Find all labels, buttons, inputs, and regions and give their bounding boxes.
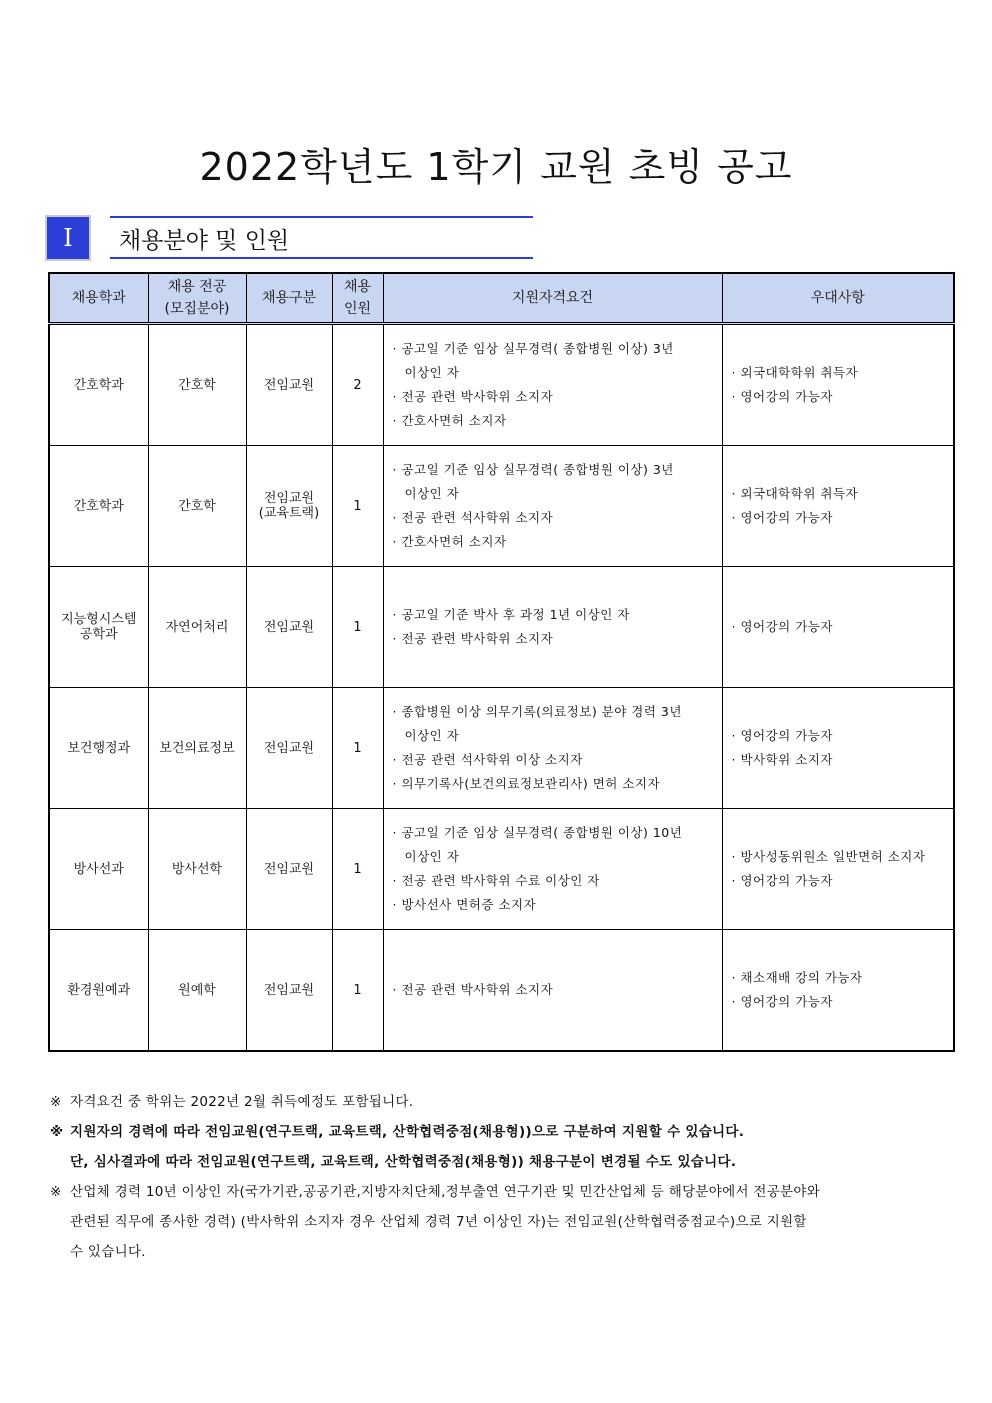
- note-text: 자격요건 중 학위는 2022년 2월 취득예정도 포함됩니다.: [70, 1094, 414, 1110]
- requirement-item: · 전공 관련 석사학위 이상 소지자: [392, 752, 583, 767]
- cell-dept: 간호학과: [49, 446, 148, 567]
- requirement-item: · 방사선사 면허증 소지자: [392, 897, 537, 912]
- cell-count: 1: [332, 688, 383, 809]
- cell-preference: [722, 567, 954, 688]
- cell-major: 간호학: [148, 446, 246, 567]
- cell-count: 1: [332, 930, 383, 1052]
- cell-count: 2: [332, 324, 383, 446]
- preference-item: · 영어강의 가능자: [731, 510, 833, 525]
- cell-type-line2: (교육트랙): [258, 506, 320, 521]
- cell-type-line1: 전임교원: [263, 491, 315, 506]
- cell-requirements: [383, 446, 722, 567]
- cell-count: 1: [332, 446, 383, 567]
- table-row: [49, 809, 954, 930]
- table-row: [49, 324, 954, 446]
- requirement-item: · 전공 관련 박사학위 소지자: [392, 982, 554, 997]
- header-major-line2: (모집분야): [164, 301, 230, 317]
- note-text: 지원자의 경력에 따라 전임교원(연구트랙, 교육트랙, 산학협력중점(채용형))으로 구분하여 지원할 수 있습니다.: [70, 1124, 745, 1140]
- requirement-item: · 간호사면허 소지자: [392, 534, 507, 549]
- requirement-item: · 공고일 기준 임상 실무경력( 종합병원 이상) 10년: [392, 825, 683, 840]
- requirement-item: · 전공 관련 박사학위 소지자: [392, 631, 554, 646]
- cell-dept: [49, 567, 148, 688]
- requirement-item: 이상인 자: [404, 365, 460, 380]
- cell-type: 전임교원: [246, 324, 332, 446]
- cell-requirements: [383, 324, 722, 446]
- cell-major: 보건의료정보: [148, 688, 246, 809]
- section-number-badge: Ⅰ: [45, 215, 91, 261]
- requirement-item: · 간호사면허 소지자: [392, 413, 507, 428]
- requirement-item: · 전공 관련 석사학위 소지자: [392, 510, 554, 525]
- cell-count: 1: [332, 809, 383, 930]
- note-text: 단, 심사결과에 따라 전임교원(연구트랙, 교육트랙, 산학협력중점(채용형)) 채용구분이 변경될 수도 있습니다.: [70, 1154, 737, 1170]
- recruitment-table: [48, 272, 955, 1052]
- cell-count: 1: [332, 567, 383, 688]
- requirement-item: · 종합병원 이상 의무기록(의료정보) 분야 경력 3년: [392, 704, 682, 719]
- cell-requirements: [383, 567, 722, 688]
- header-major: [148, 273, 246, 324]
- header-requirements: 지원자격요건: [383, 273, 722, 324]
- preference-item: · 외국대학학위 취득자: [731, 365, 859, 380]
- cell-requirements: [383, 688, 722, 809]
- cell-dept: 간호학과: [49, 324, 148, 446]
- requirement-item: 이상인 자: [404, 486, 460, 501]
- preference-item: · 영어강의 가능자: [731, 873, 833, 888]
- cell-requirements: [383, 930, 722, 1052]
- cell-preference: [722, 446, 954, 567]
- cell-major: 자연어처리: [148, 567, 246, 688]
- header-major-line1: 채용 전공: [167, 279, 227, 295]
- cell-dept-line2: 공학과: [79, 627, 118, 642]
- cell-major: 간호학: [148, 324, 246, 446]
- header-count-line2: 인원: [343, 301, 372, 317]
- cell-preference: [722, 930, 954, 1052]
- preference-item: · 영어강의 가능자: [731, 619, 833, 634]
- cell-dept: 보건행정과: [49, 688, 148, 809]
- section-rule-bottom: [110, 257, 533, 259]
- header-preference: 우대사항: [722, 273, 954, 324]
- reference-mark: ※: [50, 1094, 62, 1110]
- note-text: 산업체 경력 10년 이상인 자(국가기관,공공기관,지방자치단체,정부출연 연구기관 및 민간산업체 등 해당분야에서 전공분야와: [70, 1184, 821, 1200]
- cell-type: 전임교원: [246, 688, 332, 809]
- preference-item: · 채소재배 강의 가능자: [731, 970, 863, 985]
- note-text: 수 있습니다.: [70, 1244, 146, 1260]
- cell-type: 전임교원: [246, 567, 332, 688]
- cell-dept: 방사선과: [49, 809, 148, 930]
- preference-item: · 외국대학학위 취득자: [731, 486, 859, 501]
- cell-preference: [722, 688, 954, 809]
- note-industry: [50, 1177, 950, 1267]
- cell-dept: 환경원예과: [49, 930, 148, 1052]
- table-row: [49, 446, 954, 567]
- note-track: [50, 1117, 950, 1177]
- header-dept: 채용학과: [49, 273, 148, 324]
- requirement-item: · 의무기록사(보건의료정보관리사) 면허 소지자: [392, 776, 661, 791]
- table-row: [49, 567, 954, 688]
- requirement-item: · 공고일 기준 임상 실무경력( 종합병원 이상) 3년: [392, 462, 674, 477]
- requirement-item: 이상인 자: [404, 728, 460, 743]
- section-title: 채용분야 및 인원: [119, 228, 290, 254]
- preference-item: · 방사성동위원소 일반면허 소지자: [731, 849, 926, 864]
- section-rule-top: [110, 216, 533, 218]
- cell-preference: [722, 324, 954, 446]
- header-count: [332, 273, 383, 324]
- requirement-item: 이상인 자: [404, 849, 460, 864]
- preference-item: · 영어강의 가능자: [731, 728, 833, 743]
- reference-mark: ※: [50, 1184, 62, 1200]
- requirement-item: · 공고일 기준 임상 실무경력( 종합병원 이상) 3년: [392, 341, 674, 356]
- preference-item: · 영어강의 가능자: [731, 389, 833, 404]
- table-row: [49, 688, 954, 809]
- cell-type: 전임교원: [246, 809, 332, 930]
- cell-type: 전임교원: [246, 930, 332, 1052]
- header-count-line1: 채용: [343, 279, 372, 295]
- notes-section: [50, 1087, 950, 1267]
- table-row: [49, 930, 954, 1052]
- section-header: [45, 215, 495, 263]
- page-title: 2022학년도 1학기 교원 초빙 공고: [199, 145, 793, 189]
- note-text: 관련된 직무에 종사한 경력) (박사학위 소지자 경우 산업체 경력 7년 이상인 자)는 전임교원(산학협력중점교수)으로 지원할: [70, 1214, 807, 1230]
- requirement-item: · 공고일 기준 박사 후 과정 1년 이상인 자: [392, 607, 630, 622]
- table-header-row: [49, 273, 954, 324]
- preference-item: · 영어강의 가능자: [731, 994, 833, 1009]
- cell-dept-line1: 지능형시스템: [61, 612, 137, 627]
- note-degree: [50, 1087, 950, 1117]
- requirement-item: · 전공 관련 박사학위 수료 이상인 자: [392, 873, 600, 888]
- cell-major: 원예학: [148, 930, 246, 1052]
- cell-major: 방사선학: [148, 809, 246, 930]
- cell-requirements: [383, 809, 722, 930]
- reference-mark: ※: [50, 1124, 64, 1140]
- requirement-item: · 전공 관련 박사학위 소지자: [392, 389, 554, 404]
- cell-preference: [722, 809, 954, 930]
- header-type: 채용구분: [246, 273, 332, 324]
- cell-type: [246, 446, 332, 567]
- preference-item: · 박사학위 소지자: [731, 752, 833, 767]
